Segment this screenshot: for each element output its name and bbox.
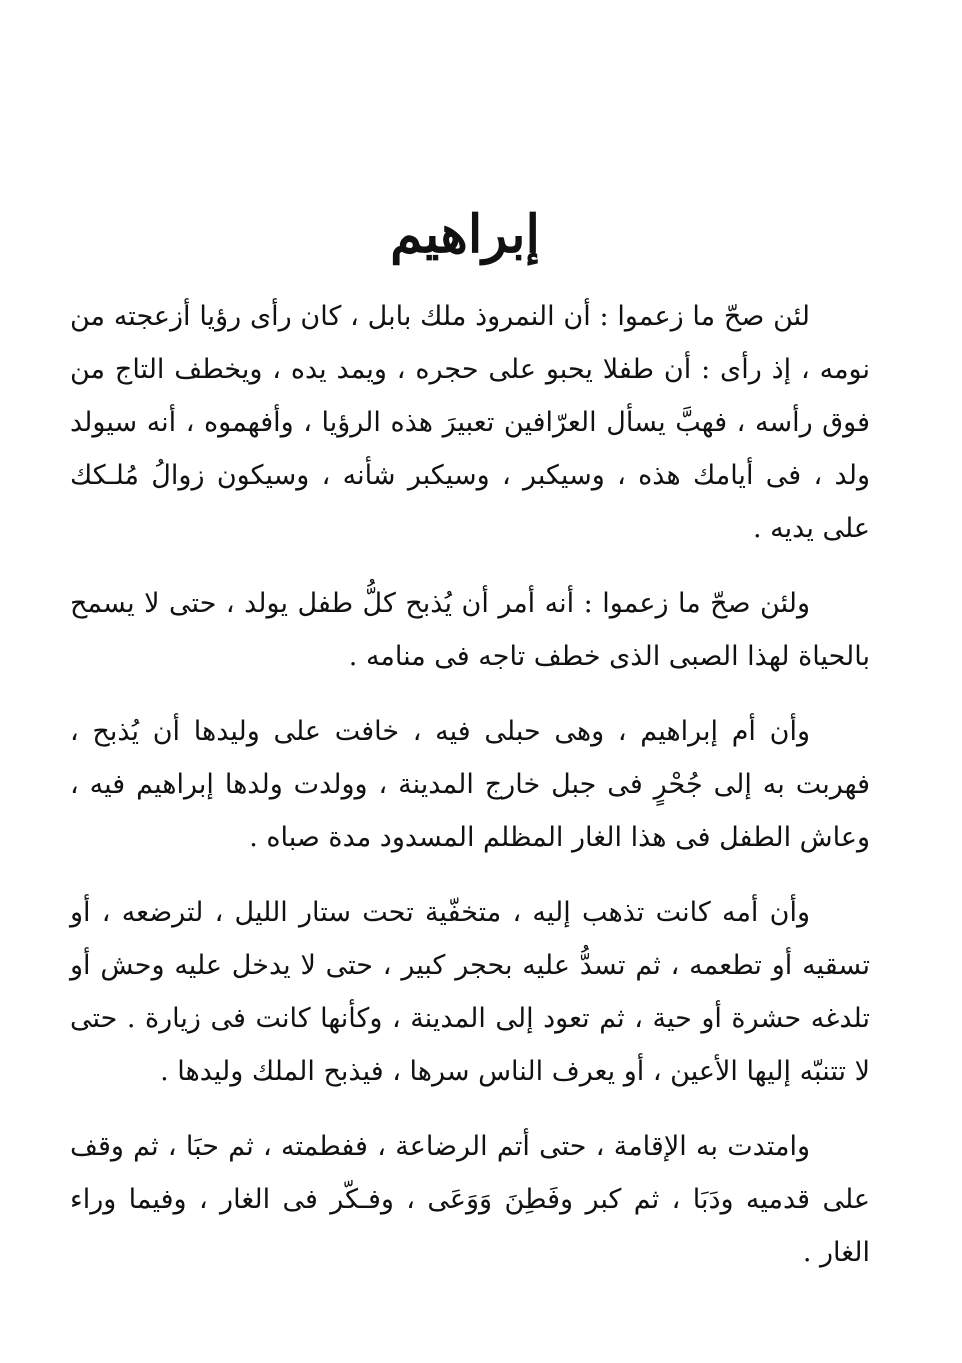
paragraph-5: وامتدت به الإقامة ، حتى أتم الرضاعة ، ففطمته ، ثم حبَا ، ثم وقف على قدميه ودَبَا ، ثم كبر وفَطِنَ وَوَعَى ، وفـكّر فى الغار ، وفيما وراء الغار .: [70, 1131, 870, 1268]
paragraph-4: وأن أمه كانت تذهب إليه ، متخفّية تحت ستار الليل ، لترضعه ، أو تسقيه أو تطعمه ، ثم تسدُّ عليه بحجر كبير ، حتى لا يدخل عليه وحش أو تلدغه حشرة أو حية ، ثم تعود إلى المدينة ، وكأنها كانت فى زيارة . حتى لا تتنبّه إليها الأعين ، أو يعرف الناس سرها ، فيذبح الملك وليدها .: [70, 897, 870, 1087]
paragraph-2: ولئن صحّ ما زعموا : أنه أمر أن يُذبح كلُّ طفل يولد ، حتى لا يسمح بالحياة لهذا الصبى الذى خطف تاجه فى منامه .: [70, 588, 870, 672]
paragraph-3: وأن أم إبراهيم ، وهى حبلى فيه ، خافت على وليدها أن يُذبح ، فهربت به إلى جُحْرٍ فى جبل خارج المدينة ، وولدت ولدها إبراهيم فيه ، وعاش الطفل فى هذا الغار المظلم المسدود مدة صباه .: [70, 716, 870, 853]
paragraph-1: لئن صحّ ما زعموا : أن النمروذ ملك بابل ، كان رأى رؤيا أزعجته من نومه ، إذ رأى : أن طفلا يحبو على حجره ، ويمد يده ، ويخطف التاج من فوق رأسه ، فهبَّ يسأل العرّافين تعبيرَ هذه الرؤيا ، وأفهموه ، أنه سيولد ولد ، فى أيامك هذه ، وسيكبر ، وسيكبر شأنه ، وسيكون زوالُ مُلـكك على يديه .: [70, 301, 870, 544]
page-title: إبراهيم: [390, 204, 540, 265]
book-page: [70, 200, 870, 1279]
